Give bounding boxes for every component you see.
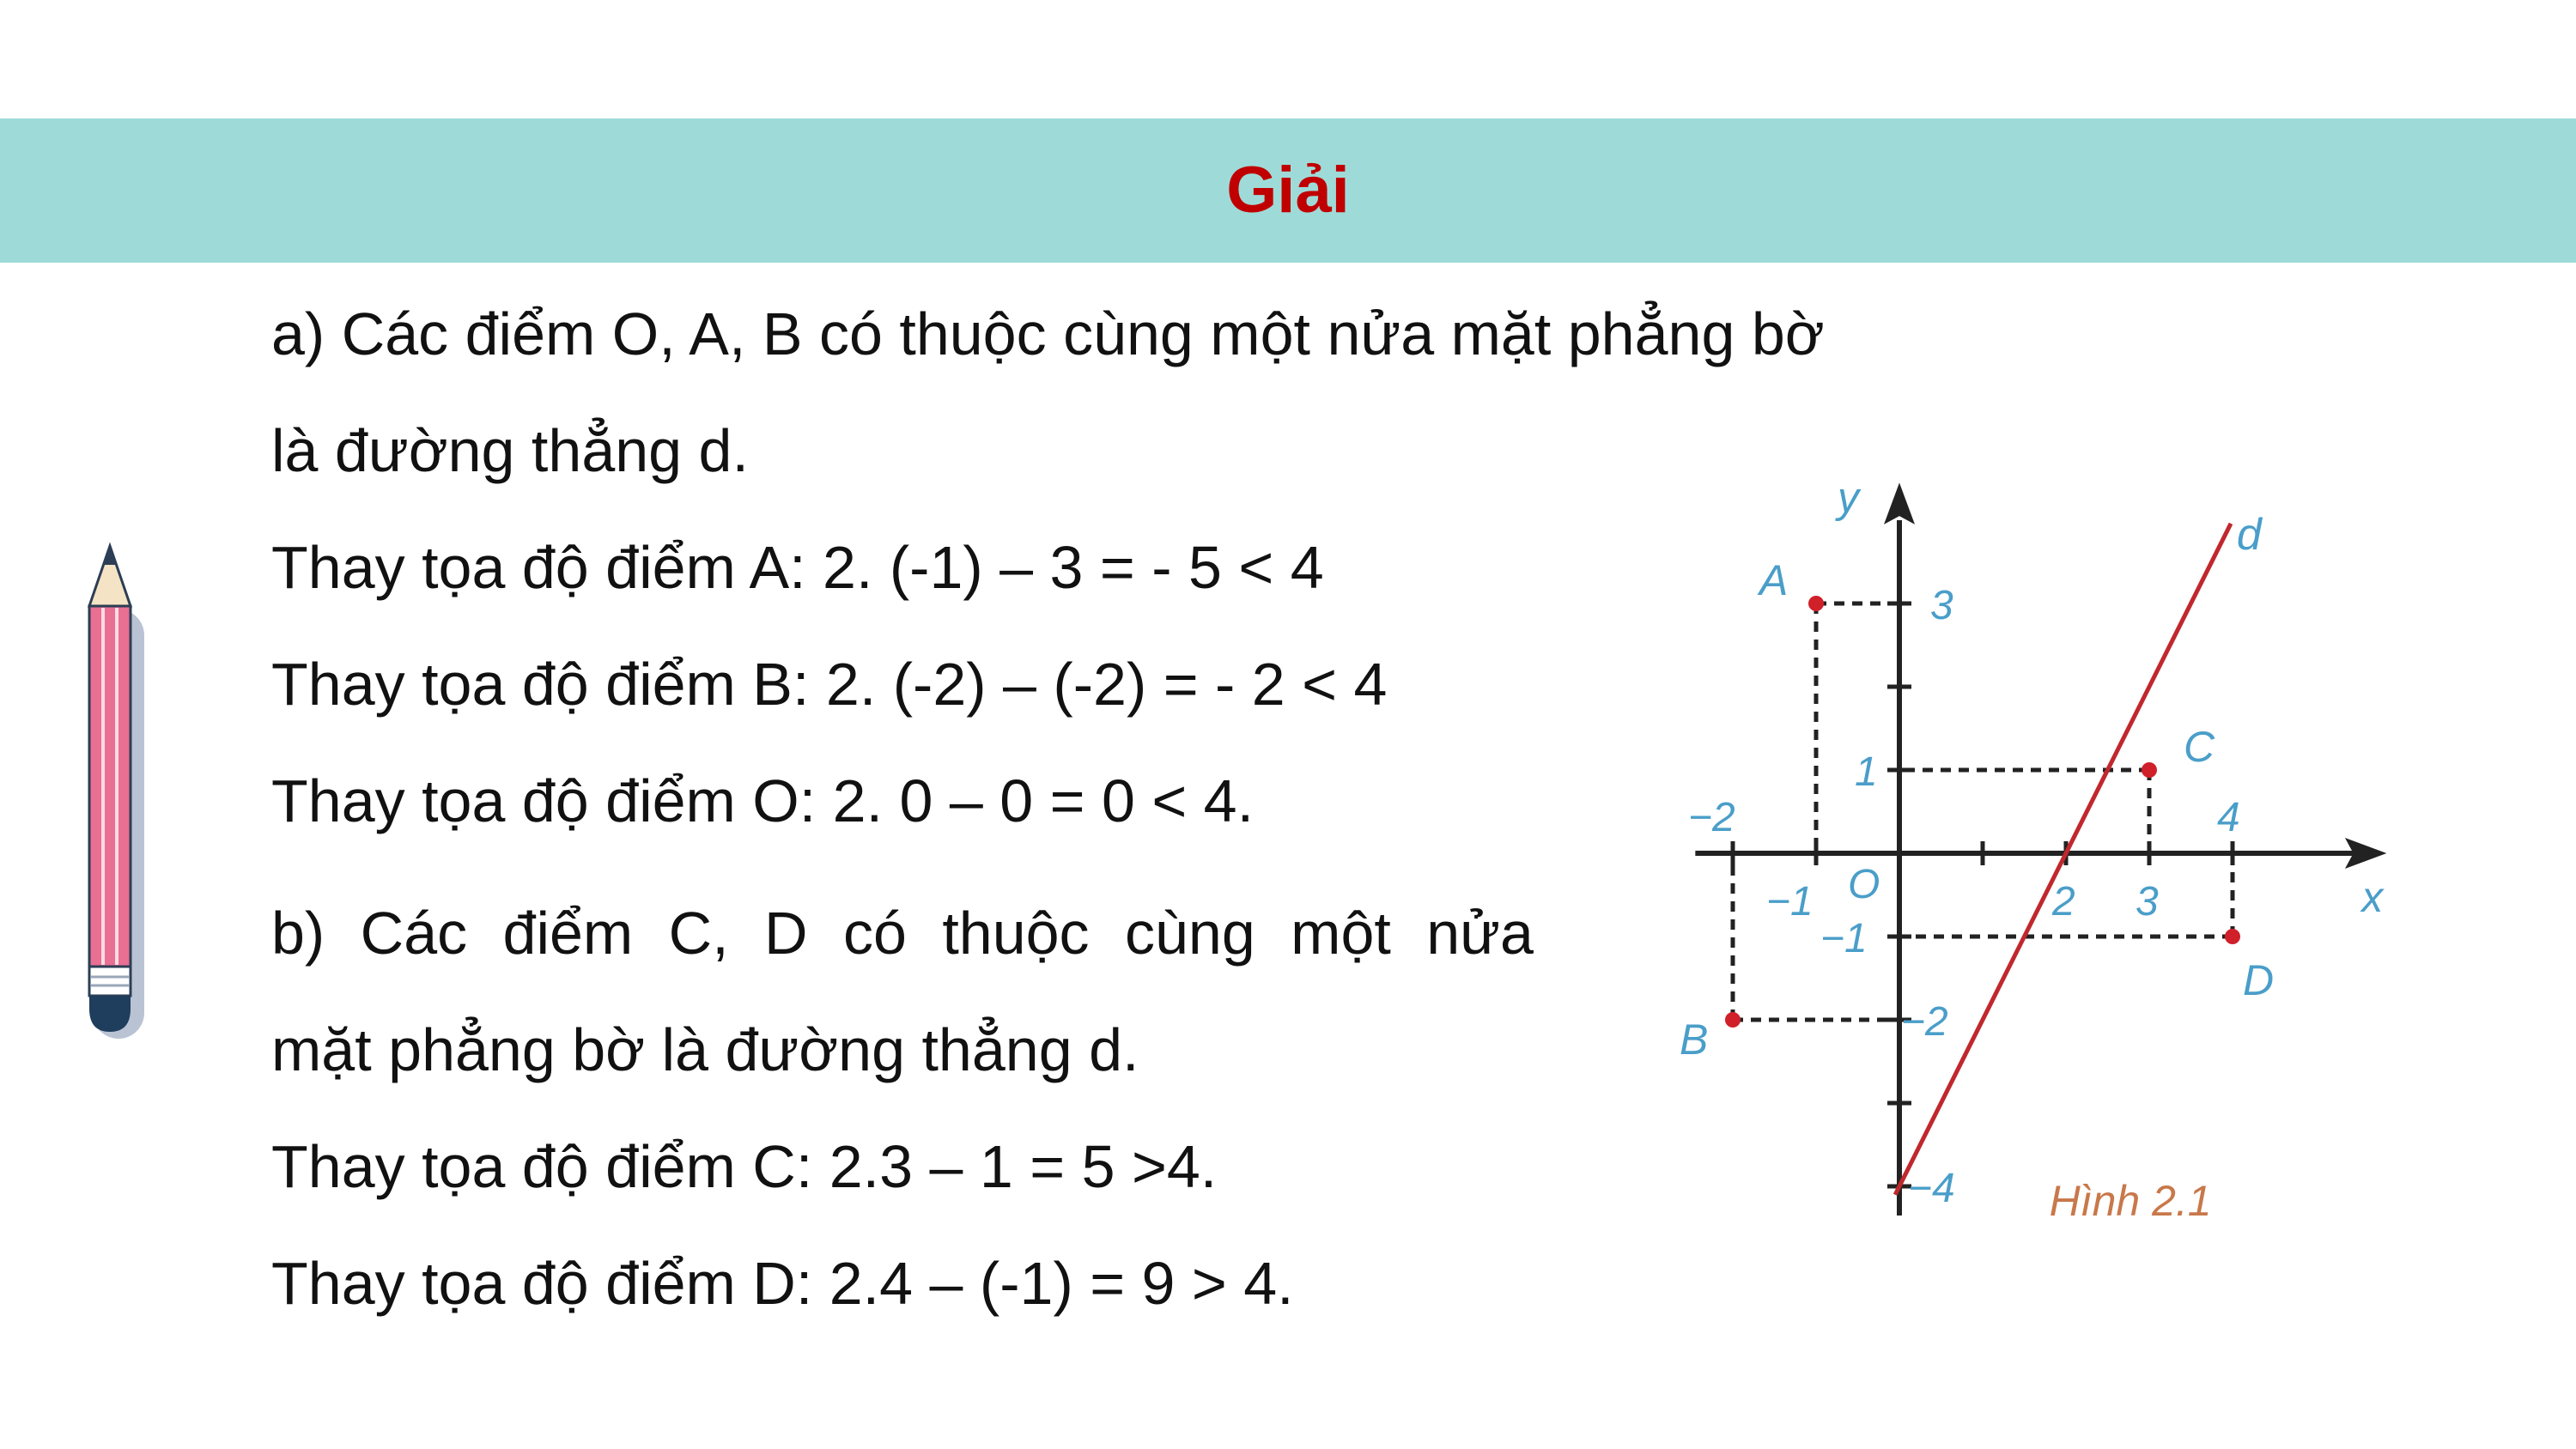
tick-label: 4 [2217, 795, 2240, 840]
point-label-b: B [1680, 1016, 1709, 1064]
part-a-line-1: a) Các điểm O, A, B có thuộc cùng một nửa mặt phẳng bờ [271, 300, 1825, 367]
tick-label: −1 [1820, 916, 1868, 961]
word: điểm [502, 900, 634, 967]
y-axis-arrow [1884, 482, 1915, 524]
point-b [1725, 1012, 1741, 1028]
part-a-line-2: là đường thẳng d. [271, 417, 749, 484]
word: C, [668, 900, 729, 967]
tick-label: 3 [1930, 583, 1953, 628]
check-point-o: Thay tọa độ điểm O: 2. 0 – 0 = 0 < 4. [271, 767, 1255, 834]
word: có [842, 900, 907, 967]
word: Các [360, 900, 468, 967]
point-label-a: A [1759, 556, 1789, 604]
origin-label: O [1848, 862, 1880, 907]
word: b) [271, 900, 325, 967]
labels [1680, 473, 2385, 1225]
point-a [1808, 596, 1824, 611]
tick-label: −2 [1688, 795, 1735, 840]
tick-label: 3 [2136, 879, 2159, 925]
point-label-d: D [2243, 956, 2275, 1004]
tick-label: 2 [2052, 879, 2075, 925]
y-axis-label: y [1838, 473, 1859, 522]
check-point-a: Thay tọa độ điểm A: 2. (-1) – 3 = - 5 < 4 [271, 534, 1324, 601]
point-d [2225, 929, 2240, 944]
pencil-icon [77, 541, 155, 1047]
check-point-b: Thay tọa độ điểm B: 2. (-2) – (-2) = - 2 < 4 [271, 651, 1388, 718]
check-point-d: Thay tọa độ điểm D: 2.4 – (-1) = 9 > 4. [271, 1250, 1294, 1317]
part-b-line-2: mặt phẳng bờ là đường thẳng d. [271, 1016, 1139, 1083]
x-axis-label: x [2361, 873, 2384, 921]
word: nửa [1426, 900, 1534, 967]
coordinate-figure [1649, 464, 2404, 1236]
axes [1695, 482, 2386, 1216]
point-c [2142, 762, 2157, 778]
word: một [1291, 900, 1391, 967]
tick-label: −1 [1766, 879, 1814, 925]
line-d-label: d [2236, 509, 2262, 560]
figure-caption: Hình 2.1 [2049, 1176, 2212, 1225]
tick-label: 1 [1855, 749, 1878, 795]
point-label-c: C [2184, 723, 2215, 771]
slide-title: Giải [1226, 154, 1350, 227]
tick-label: −4 [1908, 1166, 1955, 1211]
word: thuộc [942, 900, 1090, 967]
check-point-c: Thay tọa độ điểm C: 2.3 – 1 = 5 >4. [271, 1133, 1218, 1200]
tick-label: −2 [1901, 999, 1948, 1045]
part-b-line-1 [271, 900, 1534, 967]
word: D [764, 900, 808, 967]
word: cùng [1124, 900, 1255, 967]
